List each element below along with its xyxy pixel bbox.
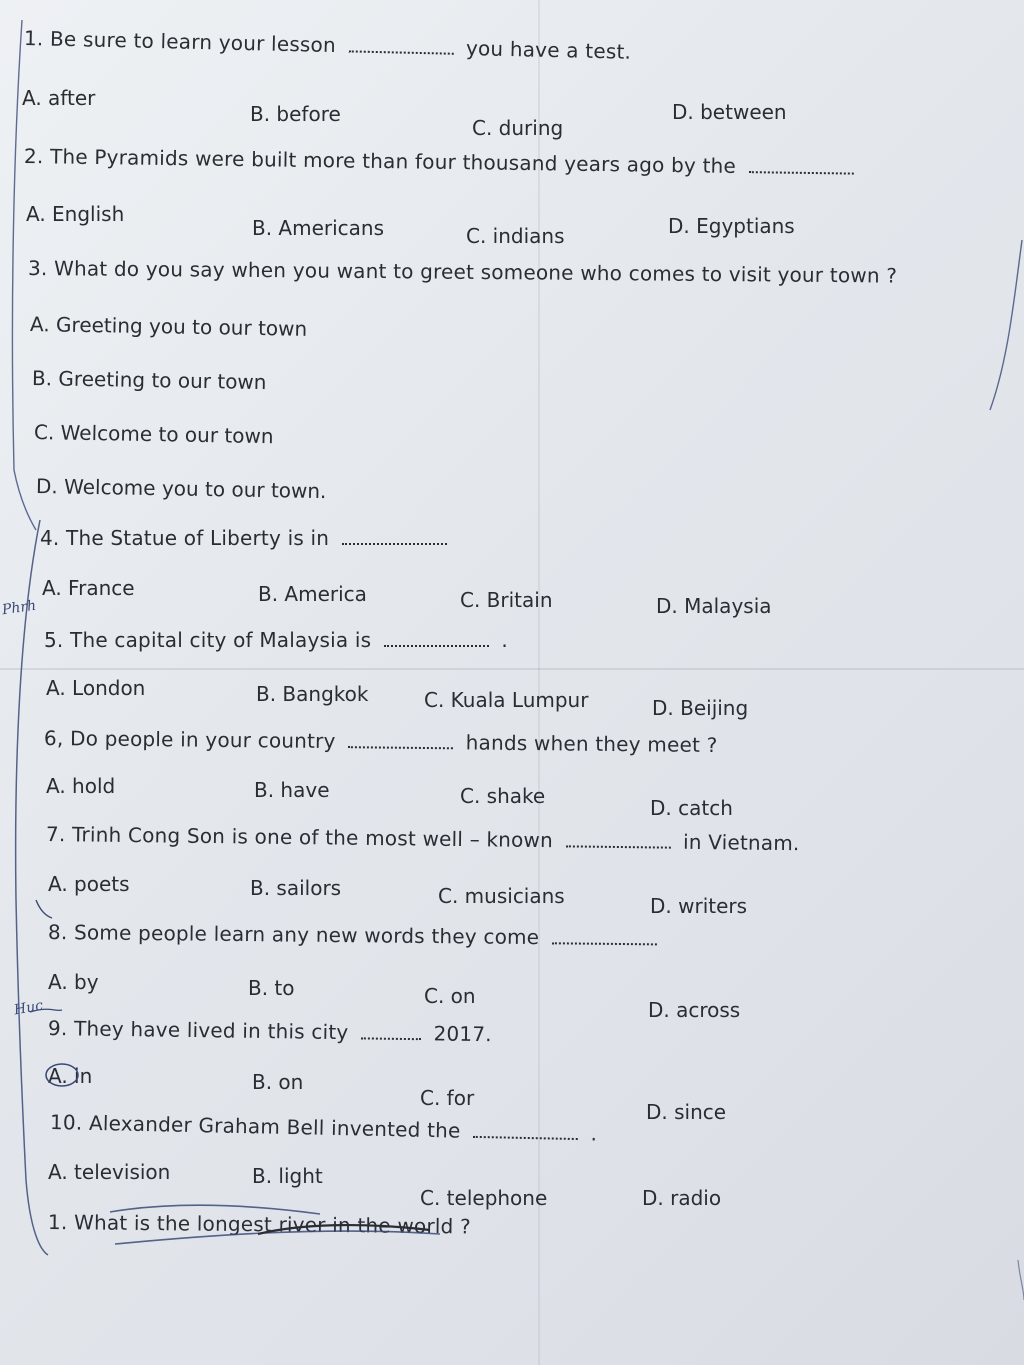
option-a: A. hold (46, 774, 116, 798)
option-c: C. Britain (460, 588, 553, 612)
question-8 (48, 920, 663, 950)
question-number: 9. (47, 1016, 68, 1041)
option-c: C. musicians (438, 884, 565, 908)
option-d: D. radio (642, 1186, 722, 1210)
question-text: The capital city of Malaysia is (70, 628, 372, 652)
option-b: B. on (252, 1070, 304, 1094)
margin-note: Phrh (1, 597, 38, 619)
option-b: B. to (248, 976, 295, 1000)
question-6 (44, 726, 718, 757)
option-d: D. between (672, 100, 787, 124)
option-a: A. in (48, 1064, 93, 1088)
question-text: Do people in your country (69, 726, 336, 754)
option-d: D. writers (650, 894, 748, 918)
option-b: B. sailors (250, 876, 342, 900)
margin-note: Huc (12, 997, 45, 1019)
option-c: C. indians (466, 224, 565, 248)
question-5 (44, 628, 508, 652)
question-number: 7. (45, 822, 66, 847)
option-a: A. after (22, 86, 96, 110)
question-number: 8. (47, 920, 68, 945)
question-number: 1. (47, 1210, 68, 1235)
option-b: B. Bangkok (256, 682, 369, 706)
question-text: What is the longest river in the world ? (73, 1210, 471, 1239)
option-b: B. Americans (252, 216, 385, 240)
answer-blank (384, 641, 489, 647)
question-text: Some people learn any new words they come (73, 920, 540, 950)
question-text: in Vietnam. (682, 829, 800, 856)
option-a: A. television (48, 1160, 171, 1184)
question-text: What do you say when you want to greet someone who comes to visit your town ? (53, 256, 898, 288)
question-text: . (590, 1121, 598, 1146)
question-4 (40, 526, 453, 550)
option-c: C. on (424, 984, 476, 1008)
question-number: 2. (23, 144, 44, 169)
question-text: Alexander Graham Bell invented the (88, 1110, 461, 1143)
answer-blank (565, 841, 670, 848)
question-text: The Pyramids were built more than four thousand years ago by the (49, 144, 737, 178)
option-c: C. during (472, 116, 564, 140)
option-a: A. by (48, 970, 99, 994)
answer-blank (748, 167, 853, 174)
option-d: D. Malaysia (656, 594, 772, 618)
option-b: B. Greeting to our town (31, 366, 267, 395)
question-9 (48, 1016, 492, 1046)
question-text: . (501, 628, 508, 652)
option-c: C. telephone (420, 1186, 548, 1210)
answer-blank (348, 46, 453, 54)
question-7 (46, 822, 800, 855)
option-d: D. catch (650, 796, 733, 820)
option-d: D. Beijing (652, 696, 749, 720)
answer-blank (361, 1033, 421, 1040)
question-text: you have a test. (465, 36, 632, 64)
paper-fold (538, 0, 540, 1365)
option-d: D. across (648, 998, 741, 1022)
option-c: C. shake (460, 784, 546, 808)
question-text: hands when they meet ? (465, 730, 718, 758)
question-text: Trinh Cong Son is one of the most well – known (71, 822, 554, 853)
question-number: 1. (23, 26, 44, 51)
question-number: 6, (43, 726, 64, 751)
answer-blank (348, 742, 453, 749)
question-text: The Statue of Liberty is in (66, 526, 330, 550)
option-a: A. poets (48, 872, 130, 896)
option-c: C. for (420, 1086, 475, 1110)
answer-blank (473, 1132, 578, 1140)
option-c: C. Kuala Lumpur (424, 688, 589, 712)
question-10 (50, 1110, 598, 1145)
question-text: Be sure to learn your lesson (49, 26, 337, 58)
option-a: A. France (42, 576, 135, 600)
question-11 (48, 1210, 471, 1238)
option-b: B. have (254, 778, 330, 802)
question-number: 5. (44, 628, 64, 652)
answer-blank (552, 938, 657, 945)
option-d: D. since (646, 1100, 727, 1124)
option-c: C. Welcome to our town (33, 420, 274, 449)
question-3 (28, 256, 897, 288)
question-number: 3. (27, 256, 48, 281)
question-2 (24, 144, 860, 180)
question-1 (24, 26, 632, 64)
option-b: B. America (258, 582, 367, 606)
question-number: 10. (49, 1110, 83, 1135)
answer-blank (342, 539, 447, 545)
option-b: B. light (252, 1164, 323, 1188)
option-d: D. Egyptians (668, 214, 795, 238)
option-a: A. London (46, 676, 146, 700)
paper-fold (0, 668, 1024, 670)
option-a: A. English (26, 202, 125, 226)
question-text: 2017. (433, 1021, 492, 1047)
question-number: 4. (40, 526, 60, 550)
option-d: D. Welcome you to our town. (35, 474, 327, 504)
option-a: A. Greeting you to our town (29, 312, 308, 341)
option-b: B. before (250, 102, 341, 126)
question-text: They have lived in this city (73, 1016, 349, 1045)
